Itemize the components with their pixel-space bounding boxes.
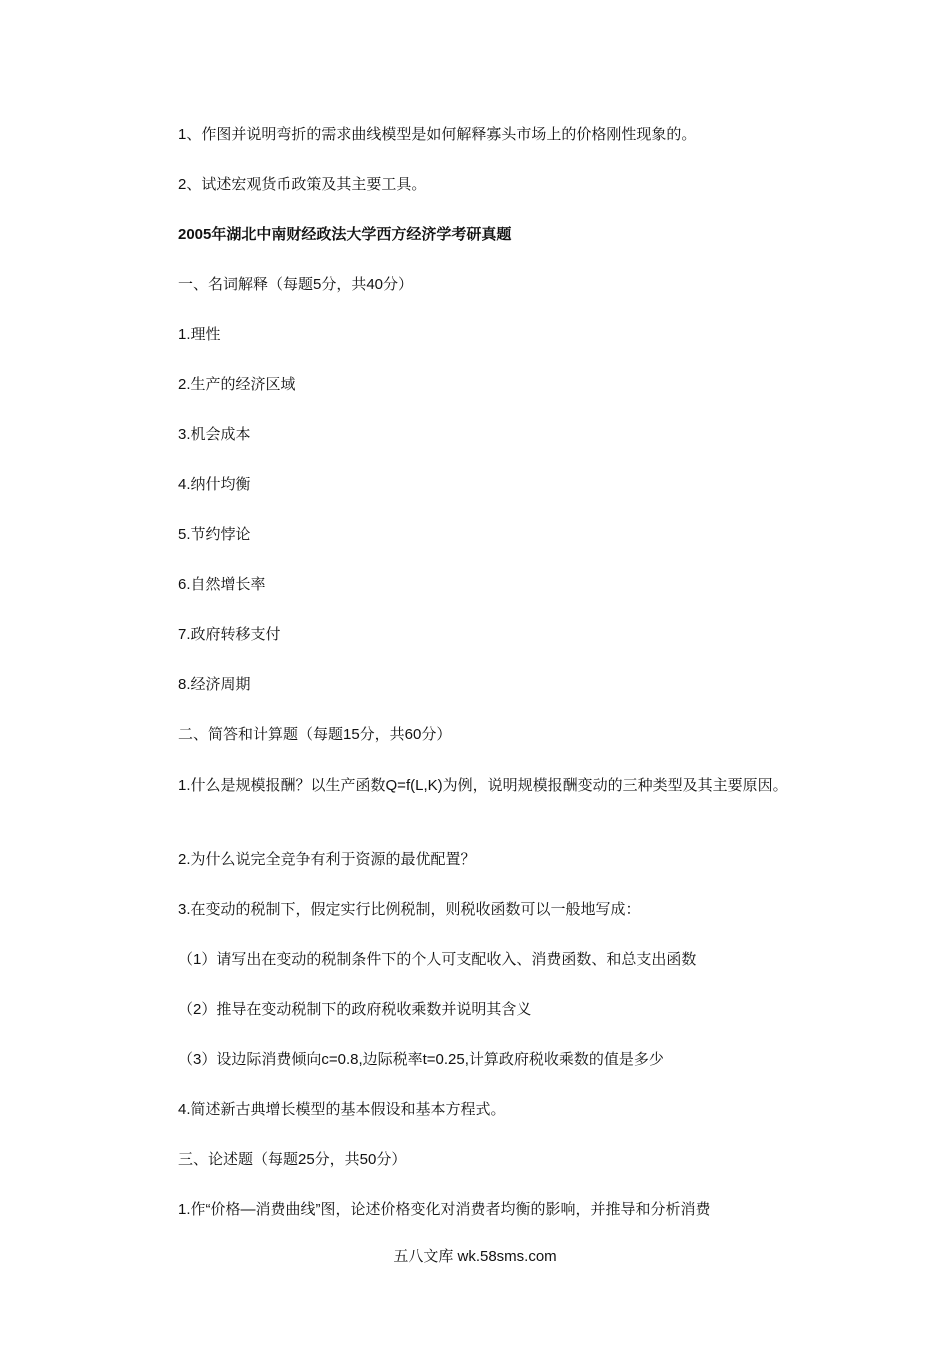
intro-question-2: 2、试述宏观货币政策及其主要工具。 — [178, 176, 427, 193]
term-item: 1.理性 — [178, 326, 221, 343]
section-2-heading: 二、简答和计算题（每题15分，共60分） — [178, 726, 452, 743]
term-item: 4.纳什均衡 — [178, 476, 251, 493]
section-3-question-1: 1.作“价格—消费曲线”图，论述价格变化对消费者均衡的影响，并推导和分析消费 — [178, 1201, 711, 1218]
section-2-question-3-part-2: （2）推导在变动税制下的政府税收乘数并说明其含义 — [178, 1001, 532, 1018]
section-2-question-3-part-1: （1）请写出在变动的税制条件下的个人可支配收入、消费函数、和总支出函数 — [178, 951, 697, 968]
exam-title: 2005年湖北中南财经政法大学西方经济学考研真题 — [178, 226, 512, 243]
term-item: 3.机会成本 — [178, 426, 251, 443]
section-2-question-3-part-3: （3）设边际消费倾向c=0.8,边际税率t=0.25,计算政府税收乘数的值是多少 — [178, 1051, 664, 1068]
section-1-heading: 一、名词解释（每题5分，共40分） — [178, 276, 414, 293]
section-2-question-2: 2.为什么说完全竞争有利于资源的最优配置？ — [178, 851, 476, 868]
section-2-question-1: 1.什么是规模报酬？以生产函数Q=f(L,K)为例，说明规模报酬变动的三种类型及其主要原因。 — [178, 777, 788, 794]
section-2-question-4: 4.简述新古典增长模型的基本假设和基本方程式。 — [178, 1101, 506, 1118]
term-item: 7.政府转移支付 — [178, 626, 281, 643]
term-item: 5.节约悖论 — [178, 526, 251, 543]
section-2-question-3: 3.在变动的税制下，假定实行比例税制，则税收函数可以一般地写成： — [178, 901, 641, 918]
term-item: 8.经济周期 — [178, 676, 251, 693]
intro-question-1: 1、作图并说明弯折的需求曲线模型是如何解释寡头市场上的价格刚性现象的。 — [178, 126, 697, 143]
term-item: 6.自然增长率 — [178, 576, 266, 593]
section-3-heading: 三、论述题（每题25分，共50分） — [178, 1151, 407, 1168]
term-item: 2.生产的经济区域 — [178, 376, 296, 393]
page-footer: 五八文库 wk.58sms.com — [393, 1248, 557, 1265]
